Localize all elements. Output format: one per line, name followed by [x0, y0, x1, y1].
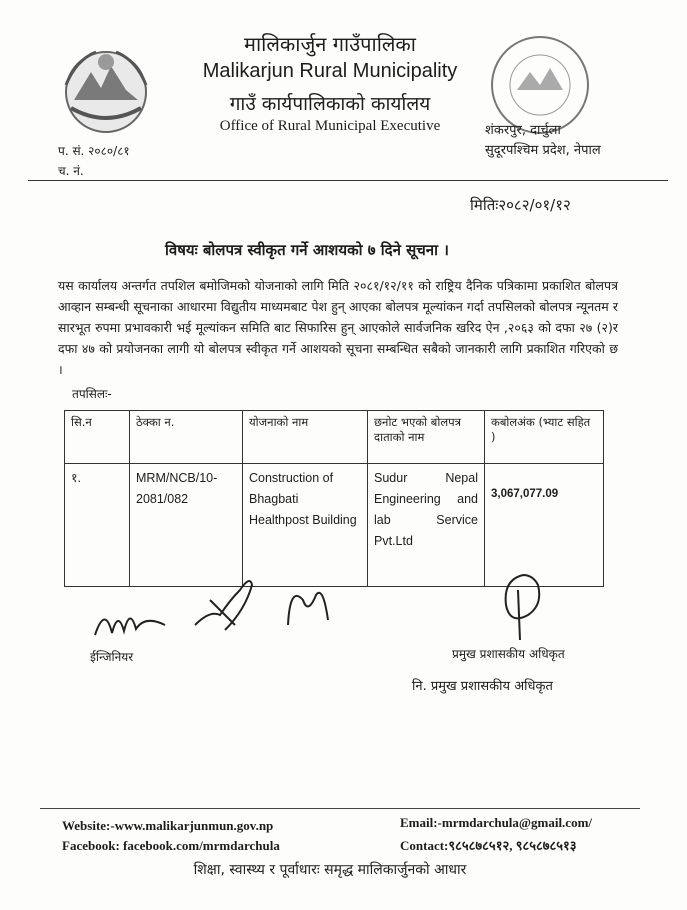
bid-details-table [64, 410, 604, 587]
footer-website: Website:-www.malikarjunmun.gov.np [62, 818, 274, 833]
cao-label: प्रमुख प्रशासकीय अधिकृत [452, 647, 565, 661]
office-name-en: Office of Rural Municipal Executive [219, 118, 441, 134]
municipality-name-en: Malikarjun Rural Municipality [202, 60, 458, 82]
signature-2 [190, 570, 260, 640]
acting-cao-label: नि. प्रमुख प्रशासकीय अधिकृत [412, 679, 553, 694]
cell-contract-no: MRM/NCB/10-2081/082 [130, 464, 243, 587]
header-divider [28, 180, 668, 181]
nepal-emblem-logo [56, 40, 156, 140]
cao-signature [488, 570, 558, 645]
office-name-np: गाउँ कार्यपालिकाको कार्यालय [229, 93, 431, 115]
table-row [65, 464, 604, 587]
cell-project-name: Construction of Bhagbati Healthpost Building [243, 464, 368, 587]
footer-email: Email:-mrmdarchula@gmail.com/ [400, 815, 593, 830]
cell-bid-amount: 3,067,077.09 [485, 464, 604, 587]
signature-3 [278, 575, 338, 635]
header-project-name: योजनाको नाम [243, 411, 368, 464]
header-bid-amount: कबोलअंक (भ्याट सहित ) [485, 411, 604, 464]
dispatch-number: च. नं. [58, 164, 84, 178]
address-line-2: सुदूरपश्चिम प्रदेश, नेपाल [485, 143, 601, 158]
footer-motto: शिक्षा, स्वास्थ्य र पूर्वाधारः समृद्ध मालिकार्जुनको आधार [193, 862, 467, 878]
header-bidder-name: छनोट भएको बोलपत्र दाताको नाम [368, 411, 485, 464]
cell-serial: १. [65, 464, 130, 587]
notice-body: यस कार्यालय अन्तर्गत तपशिल बमोजिमको योजनाको लागि मिति २०८१/१२/११ को राष्ट्रिय दैनिक पत्रिकामा प्रकाशित बोलपत्र आव्हान सम्बन्धी सूचनाका आधारमा विद्युतीय माध्यमबाट पेश हुन् आएका बोलपत्र मूल्यांकन गर्दा तपसिलको बोलपत्र न्यूनतम र सारभूत रुपमा प्रभावकारी भई मूल्यांकन समिति बाट सिफारिस हुन् आएकोले सार्वजनिक खरिद ऐन ,२०६३ को दफा २७ (२)र दफा ४७ को प्रयोजनका लागी यो बोलपत्र स्वीकृत गर्ने आशयको सूचना सम्बन्धित सबैको जानकारी लागि प्रकाशित गरिएको छ । [58, 278, 618, 377]
engineer-label: ईन्जिनियर [90, 650, 134, 664]
municipality-name-np: मालिकार्जुन गाउँपालिका [244, 32, 416, 56]
header-contract-no: ठेक्का न. [130, 411, 243, 464]
notice-date: मितिः२०८२/०१/१२ [470, 196, 571, 214]
table-header-row [65, 411, 604, 464]
notice-subject: विषयः बोलपत्र स्वीकृत गर्ने आशयको ७ दिने सूचना । [165, 241, 449, 259]
header-serial: सि.न [65, 411, 130, 464]
footer-facebook: Facebook: facebook.com/mrmdarchula [62, 838, 280, 853]
footer-divider [40, 808, 640, 809]
reference-number: प. सं. २०८०/८१ [58, 144, 130, 158]
cell-bidder-name: Sudur Nepal Engineering and lab Service Pvt.Ltd [368, 464, 485, 587]
details-label: तपसिलः- [72, 387, 112, 401]
engineer-signature [90, 595, 170, 645]
footer-contact: Contact:९८५८७८५१२, ९८५८७८५१३ [400, 838, 577, 853]
address-line-1: शंकरपुर, दार्चुला [485, 123, 561, 138]
